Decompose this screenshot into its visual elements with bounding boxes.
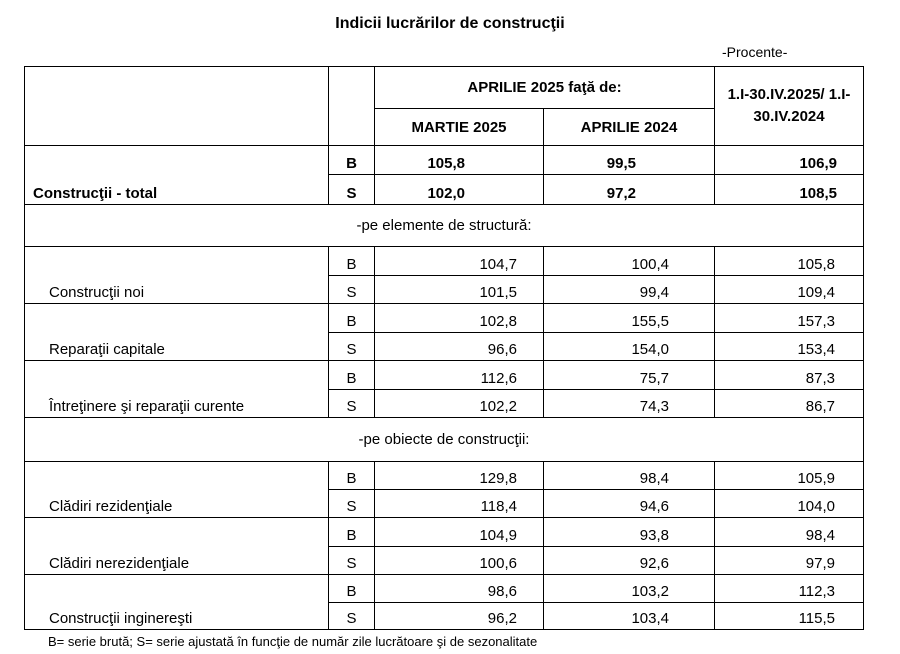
header-cumulative: 1.I-30.IV.2025/ 1.I-30.IV.2024 [715, 67, 864, 146]
value-cell: 155,5 [544, 304, 715, 333]
value-cell: 129,8 [375, 462, 544, 490]
value-cell: 115,5 [715, 603, 864, 630]
construction-index-table [24, 66, 864, 630]
row-label-total: Construcţii - total [25, 146, 329, 205]
header-empty-cell [25, 67, 329, 146]
row-label: Clădiri rezidenţiale [25, 462, 329, 518]
flag-b: B [329, 247, 375, 276]
value-cell: 154,0 [544, 333, 715, 361]
value-cell: 104,7 [375, 247, 544, 276]
value-cell: 101,5 [375, 276, 544, 304]
value-cell: 96,2 [375, 603, 544, 630]
row-label: Întreţinere şi reparaţii curente [25, 361, 329, 418]
section-heading-objects: -pe obiecte de construcţii: [25, 418, 864, 462]
header-col-aprilie: APRILIE 2024 [544, 109, 715, 146]
flag-s: S [329, 547, 375, 575]
value-cell: 108,5 [715, 175, 864, 205]
value-cell: 100,4 [544, 247, 715, 276]
flag-b: B [329, 146, 375, 175]
value-cell: 106,9 [715, 146, 864, 175]
value-cell: 153,4 [715, 333, 864, 361]
header-col-martie: MARTIE 2025 [375, 109, 544, 146]
value-cell: 105,8 [375, 146, 544, 175]
value-cell: 102,2 [375, 390, 544, 418]
row-label: Clădiri nerezidenţiale [25, 518, 329, 575]
flag-b: B [329, 575, 375, 603]
value-cell: 102,8 [375, 304, 544, 333]
value-cell: 87,3 [715, 361, 864, 390]
flag-b: B [329, 518, 375, 547]
value-cell: 94,6 [544, 490, 715, 518]
value-cell: 74,3 [544, 390, 715, 418]
value-cell: 105,8 [715, 247, 864, 276]
row-label: Construcţii inginereşti [25, 575, 329, 630]
row-label: Construcţii noi [25, 247, 329, 304]
table-title: Indicii lucrărilor de construcţii [335, 15, 565, 32]
value-cell: 93,8 [544, 518, 715, 547]
value-cell: 104,9 [375, 518, 544, 547]
value-cell: 98,4 [715, 518, 864, 547]
value-cell: 96,6 [375, 333, 544, 361]
flag-s: S [329, 333, 375, 361]
value-cell: 104,0 [715, 490, 864, 518]
flag-s: S [329, 603, 375, 630]
value-cell: 103,2 [544, 575, 715, 603]
flag-s: S [329, 490, 375, 518]
footnote: B= serie brută; S= serie ajustată în funcţie de număr zile lucrătoare şi de sezonalitate [48, 634, 538, 649]
value-cell: 75,7 [544, 361, 715, 390]
value-cell: 97,2 [544, 175, 715, 205]
flag-s: S [329, 390, 375, 418]
row-label: Reparaţii capitale [25, 304, 329, 361]
unit-label: -Procente- [722, 44, 788, 60]
flag-s: S [329, 175, 375, 205]
value-cell: 97,9 [715, 547, 864, 575]
value-cell: 103,4 [544, 603, 715, 630]
value-cell: 100,6 [375, 547, 544, 575]
value-cell: 157,3 [715, 304, 864, 333]
value-cell: 98,4 [544, 462, 715, 490]
value-cell: 112,3 [715, 575, 864, 603]
value-cell: 99,4 [544, 276, 715, 304]
value-cell: 99,5 [544, 146, 715, 175]
value-cell: 92,6 [544, 547, 715, 575]
header-group: APRILIE 2025 faţă de: [375, 67, 715, 109]
value-cell: 102,0 [375, 175, 544, 205]
flag-b: B [329, 361, 375, 390]
value-cell: 105,9 [715, 462, 864, 490]
flag-s: S [329, 276, 375, 304]
section-heading-structure: -pe elemente de structură: [25, 205, 864, 247]
value-cell: 109,4 [715, 276, 864, 304]
header-flag-cell [329, 67, 375, 146]
value-cell: 86,7 [715, 390, 864, 418]
value-cell: 118,4 [375, 490, 544, 518]
flag-b: B [329, 304, 375, 333]
flag-b: B [329, 462, 375, 490]
value-cell: 112,6 [375, 361, 544, 390]
value-cell: 98,6 [375, 575, 544, 603]
